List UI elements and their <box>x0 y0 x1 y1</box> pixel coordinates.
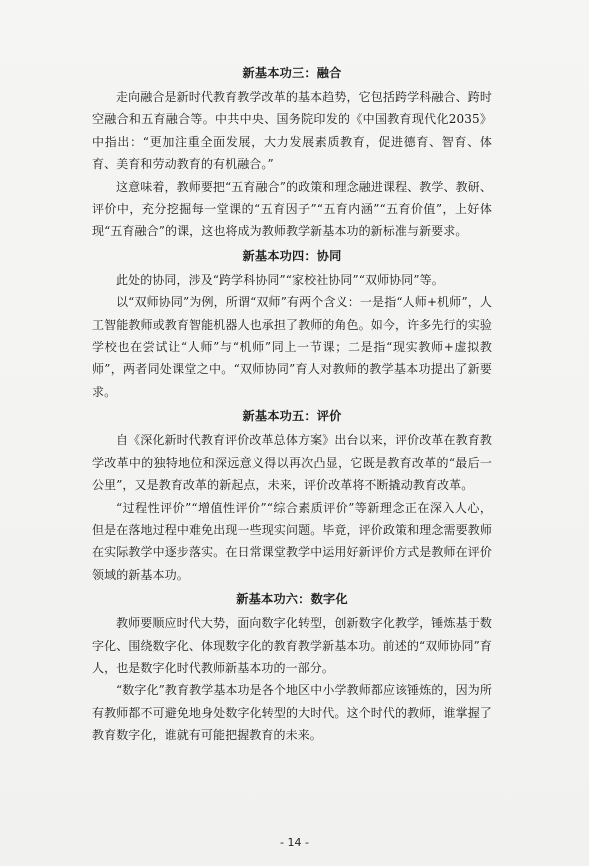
paragraph: 教师要顺应时代大势，面向数字化转型，创新数字化教学，锤炼基于数字化、围绕数字化、体现数字化的教育教学新基本功。前述的“双师协同”育人，也是数字化时代教师新基本功的一部分。 <box>92 616 492 675</box>
paragraph: 这意味着，教师要把“五育融合”的政策和理念融进课程、教学、教研、评价中，充分挖掘每一堂课的“五育因子”“五育内涵”“五育价值”，上好体现“五育融合”的课，这也将成为教师教学新基本功的新标准与新要求。 <box>92 179 492 239</box>
section-fusion <box>92 62 492 243</box>
section-digitalization <box>92 588 492 746</box>
paragraph: 以“双师协同”为例，所谓“双师”有两个含义：一是指“人师+机师”，人工智能教师或教育智能机器人也承担了教师的角色。如今，许多先行的实验学校也在尝试让“人师”与“机师”同上一节课；二是指“现实教师+虚拟教师”，两者同处课堂之中。“双师协同”育人对教师的教学基本功提出了新要求。 <box>92 295 492 399</box>
section-collaboration <box>92 245 492 403</box>
page-content <box>92 60 492 747</box>
section-title: 新基本功三：融合 <box>242 66 342 80</box>
paragraph: 走向融合是新时代教育教学改革的基本趋势，它包括跨学科融合、跨时空融合和五育融合等。中共中央、国务院印发的《中国教育现代化2035》中指出：“更加注重全面发展，大力发展素质教育，促进德育、智育、体育、美育和劳动教育的有机融合。” <box>92 90 492 172</box>
section-title: 新基本功四：协同 <box>242 248 342 263</box>
section-title: 新基本功五：评价 <box>242 409 342 424</box>
paragraph: 自《深化新时代教育评价改革总体方案》出台以来，评价改革在教育教学改革中的独特地位和深远意义得以再次凸显，它既是教育改革的“最后一公里”，又是教育改革的新起点，未来，评价改革将不断撬动教育改革。 <box>92 433 492 493</box>
paragraph: “过程性评价”“增值性评价”“综合素质评价”等新理念正在深入人心，但是在落地过程中难免出现一些现实问题。毕竟，评价政策和理念需要教师在实际教学中逐步落实。在日常课堂教学中运用好新评价方式是教师在评价领域的新基本功。 <box>92 500 492 582</box>
section-title: 新基本功六：数字化 <box>236 592 348 607</box>
paragraph: 此处的协同，涉及“跨学科协同”“家校社协同”“双师协同”等。 <box>116 272 444 287</box>
section-evaluation <box>92 405 492 586</box>
page-number: - 14 - <box>280 836 309 849</box>
paragraph: “数字化”教育教学基本功是各个地区中小学教师都应该锤炼的，因为所有教师都不可避免地身处数字化转型的大时代。这个时代的教师，谁掌握了教育数字化，谁就有可能把握教育的未来。 <box>92 683 492 743</box>
